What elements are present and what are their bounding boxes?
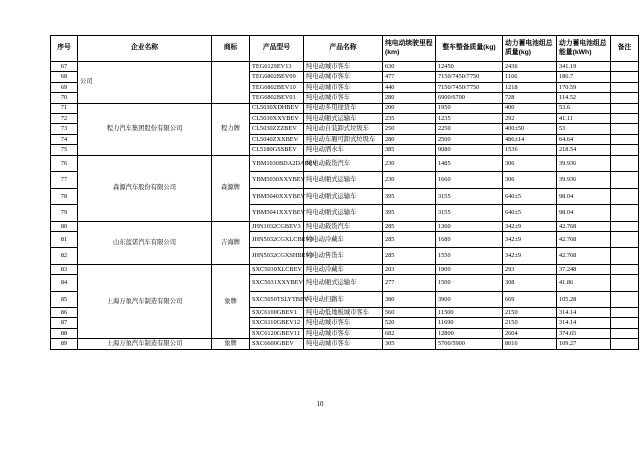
cell-product-name: 纯电动冷藏车 [304, 264, 383, 274]
cell-mass: 2250 [436, 124, 503, 134]
cell-battery-energy: 109.27 [557, 339, 611, 349]
cell-brand [212, 62, 250, 104]
cell-seq: 77 [51, 172, 78, 188]
cell-product-name: 纯电动车厢可卸式垃圾车 [304, 134, 383, 144]
cell-range: 285 [383, 221, 436, 231]
page-number: 10 [316, 400, 324, 408]
cell-mass: 3155 [436, 188, 503, 205]
cell-seq: 73 [51, 124, 78, 134]
cell-range: 203 [383, 264, 436, 274]
cell-note [611, 328, 639, 338]
cell-model: SXC6100GBEV1 [250, 308, 304, 318]
cell-battery-mass: 1218 [503, 82, 557, 92]
cell-company: 程力汽车集团股份有限公司 [78, 103, 212, 155]
cell-product-name: 纯电动载货汽车 [304, 221, 383, 231]
cell-battery-energy: 341.19 [557, 62, 611, 72]
cell-model: CL5030XDHBEV [250, 103, 304, 113]
cell-range: 440 [383, 82, 436, 92]
cell-product-name: 纯电动城市客车 [304, 82, 383, 92]
cell-model: SXC5031XXYBEV [250, 275, 304, 291]
cell-product-name: 纯电动城市客车 [304, 72, 383, 82]
cell-company: 上海万象汽车制造有限公司 [78, 339, 212, 349]
cell-battery-mass: 2150 [503, 318, 557, 328]
cell-range: 200 [383, 103, 436, 113]
header-range: 纯电动续驶里程(km) [383, 36, 436, 62]
header-company: 企业名称 [78, 36, 212, 62]
header-name: 产品名称 [304, 36, 383, 62]
cell-battery-energy: 53 [557, 124, 611, 134]
cell-battery-energy: 105.28 [557, 291, 611, 307]
cell-model: SXC5030XLCBEV [250, 264, 304, 274]
cell-battery-mass: 669 [503, 291, 557, 307]
cell-company: 森源汽车股份有限公司 [78, 155, 212, 221]
cell-product-name: 纯电动城市客车 [304, 93, 383, 103]
cell-battery-mass: 400 [503, 103, 557, 113]
header-model: 产品型号 [250, 36, 304, 62]
cell-battery-mass: 308 [503, 275, 557, 291]
cell-seq: 70 [51, 93, 78, 103]
cell-battery-mass: 640±5 [503, 205, 557, 222]
table-header [51, 36, 639, 62]
cell-mass: 7150/7450/7750 [436, 72, 503, 82]
cell-battery-energy: 186.7 [557, 72, 611, 82]
table-body [51, 62, 639, 350]
cell-range: 630 [383, 62, 436, 72]
cell-mass: 3155 [436, 205, 503, 222]
cell-seq: 69 [51, 82, 78, 92]
cell-product-name: 纯电动低地板城市客车 [304, 308, 383, 318]
cell-range: 285 [383, 248, 436, 264]
cell-seq: 72 [51, 113, 78, 123]
cell-product-name: 纯电动城市客车 [304, 328, 383, 338]
cell-product-name: 纯电动厢式运输车 [304, 188, 383, 205]
cell-battery-energy: 314.14 [557, 318, 611, 328]
cell-model: YBM5030XXYBEV [250, 172, 304, 188]
cell-note [611, 103, 639, 113]
cell-model: JHN5032CGXSHBEV3 [250, 248, 304, 264]
table-row [51, 155, 639, 172]
cell-model: TEG6802BEV09 [250, 72, 304, 82]
cell-mass: 1500 [436, 275, 503, 291]
cell-seq: 83 [51, 264, 78, 274]
cell-range: 520 [383, 318, 436, 328]
cell-mass: 3900 [436, 291, 503, 307]
cell-range: 395 [383, 205, 436, 222]
cell-battery-energy: 42.768 [557, 248, 611, 264]
cell-product-name: 纯电动扫路车 [304, 291, 383, 307]
cell-mass: 12800 [436, 328, 503, 338]
cell-seq: 81 [51, 232, 78, 248]
cell-battery-energy: 374.65 [557, 328, 611, 338]
cell-range: 395 [383, 188, 436, 205]
cell-battery-mass: 342±9 [503, 232, 557, 248]
cell-range: 230 [383, 155, 436, 172]
cell-battery-energy: 114.52 [557, 93, 611, 103]
cell-mass: 11690 [436, 318, 503, 328]
cell-battery-energy: 218.54 [557, 145, 611, 155]
cell-model: TEG6129EV13 [250, 62, 304, 72]
cell-mass: 1235 [436, 113, 503, 123]
cell-note [611, 72, 639, 82]
cell-seq: 67 [51, 62, 78, 72]
cell-seq: 88 [51, 328, 78, 338]
cell-mass: 11500 [436, 308, 503, 318]
cell-battery-energy: 37.248 [557, 264, 611, 274]
cell-note [611, 82, 639, 92]
cell-note [611, 172, 639, 188]
cell-brand: 吉海牌 [212, 221, 250, 264]
cell-product-name: 纯电动厢式运输车 [304, 113, 383, 123]
cell-brand: 象牌 [212, 339, 250, 349]
cell-range: 235 [383, 113, 436, 123]
cell-model: CL5030XXYBEV [250, 113, 304, 123]
cell-battery-mass: 293 [503, 264, 557, 274]
cell-seq: 89 [51, 339, 78, 349]
cell-battery-mass: 1536 [503, 145, 557, 155]
cell-product-name: 纯电动多用途货车 [304, 103, 383, 113]
cell-battery-energy: 314.14 [557, 308, 611, 318]
cell-mass: 7150/7450/7750 [436, 82, 503, 92]
cell-model: YBM1030BDA2DABEV [250, 155, 304, 172]
cell-mass: 1950 [436, 103, 503, 113]
cell-battery-mass: 306 [503, 172, 557, 188]
cell-model: YBM5041XXYBEV [250, 205, 304, 222]
cell-range: 682 [383, 328, 436, 338]
cell-note [611, 155, 639, 172]
cell-battery-energy: 64.64 [557, 134, 611, 144]
cell-seq: 87 [51, 318, 78, 328]
cell-product-name: 纯电动厢式运输车 [304, 172, 383, 188]
cell-note [611, 232, 639, 248]
cell-battery-energy: 41.11 [557, 113, 611, 123]
cell-note [611, 318, 639, 328]
cell-battery-mass: 728 [503, 93, 557, 103]
cell-battery-mass: 400±50 [503, 124, 557, 134]
header-seq: 序号 [51, 36, 78, 62]
cell-mass: 2500 [436, 134, 503, 144]
header-battery-energy: 动力蓄电池组总能量(kWh) [557, 36, 611, 62]
cell-model: JHN1032CGBEV3 [250, 221, 304, 231]
cell-model: JHN5032CGXLCBEV3 [250, 232, 304, 248]
cell-seq: 82 [51, 248, 78, 264]
cell-note [611, 291, 639, 307]
cell-brand: 森源牌 [212, 155, 250, 221]
cell-model: CL5030ZZZBEV [250, 124, 304, 134]
cell-battery-mass: 2150 [503, 308, 557, 318]
cell-seq: 68 [51, 72, 78, 82]
cell-seq: 79 [51, 205, 78, 222]
cell-mass: 1680 [436, 232, 503, 248]
cell-note [611, 62, 639, 72]
cell-battery-mass: 1166 [503, 72, 557, 82]
header-battery-mass: 动力蓄电池组总质量(kg) [503, 36, 557, 62]
cell-mass: 1900 [436, 264, 503, 274]
cell-battery-energy: 39.936 [557, 155, 611, 172]
cell-battery-mass: 342±9 [503, 221, 557, 231]
table-row [51, 103, 639, 113]
cell-brand: 程力牌 [212, 103, 250, 155]
cell-mass: 1485 [436, 155, 503, 172]
cell-product-name: 纯电动售货车 [304, 248, 383, 264]
cell-seq: 85 [51, 291, 78, 307]
cell-battery-mass: 342±9 [503, 248, 557, 264]
cell-product-name: 纯电动城市客车 [304, 339, 383, 349]
cell-note [611, 134, 639, 144]
cell-seq: 84 [51, 275, 78, 291]
cell-range: 560 [383, 308, 436, 318]
cell-product-name: 纯电动自装卸式垃圾车 [304, 124, 383, 134]
cell-mass: 1360 [436, 221, 503, 231]
cell-mass: 1660 [436, 172, 503, 188]
cell-seq: 74 [51, 134, 78, 144]
cell-model: SXC6120GBEV11 [250, 328, 304, 338]
table-row [51, 264, 639, 274]
cell-model: CL5040ZXXBEV [250, 134, 304, 144]
cell-product-name: 纯电动厢式运输车 [304, 275, 383, 291]
cell-battery-energy: 98.04 [557, 205, 611, 222]
cell-company: 上海万象汽车制造有限公司 [78, 264, 212, 338]
cell-product-name: 纯电动冷藏车 [304, 232, 383, 248]
cell-battery-energy: 42.768 [557, 232, 611, 248]
cell-company: 山东蓝诺汽车有限公司 [78, 221, 212, 264]
cell-range: 277 [383, 275, 436, 291]
cell-company: 公司 [78, 62, 212, 104]
cell-battery-mass: 2604 [503, 328, 557, 338]
cell-range: 250 [383, 124, 436, 134]
cell-product-name: 纯电动载货汽车 [304, 155, 383, 172]
cell-battery-mass: 640±5 [503, 188, 557, 205]
cell-range: 477 [383, 72, 436, 82]
cell-note [611, 339, 639, 349]
cell-range: 285 [383, 232, 436, 248]
cell-seq: 80 [51, 221, 78, 231]
cell-model: SXC6600GBEV [250, 339, 304, 349]
cell-mass: 9080 [436, 145, 503, 155]
cell-mass: 12450 [436, 62, 503, 72]
cell-battery-energy: 41.86 [557, 275, 611, 291]
cell-seq: 86 [51, 308, 78, 318]
cell-note [611, 113, 639, 123]
header-note: 备注 [611, 36, 639, 62]
cell-mass: 5700/5900 [436, 339, 503, 349]
cell-model: YBM5040XXYBEV [250, 188, 304, 205]
cell-battery-energy: 170.59 [557, 82, 611, 92]
cell-product-name: 纯电动城市客车 [304, 62, 383, 72]
vehicle-catalog-table [50, 35, 639, 350]
cell-battery-mass: 292 [503, 113, 557, 123]
cell-battery-energy: 53.6 [557, 103, 611, 113]
cell-note [611, 145, 639, 155]
cell-note [611, 221, 639, 231]
cell-mass: 6900/6700 [436, 93, 503, 103]
cell-battery-mass: 486±14 [503, 134, 557, 144]
cell-mass: 1550 [436, 248, 503, 264]
cell-seq: 76 [51, 155, 78, 172]
cell-note [611, 93, 639, 103]
table-row [51, 221, 639, 231]
cell-seq: 75 [51, 145, 78, 155]
cell-brand: 象牌 [212, 264, 250, 338]
cell-product-name: 纯电动城市客车 [304, 318, 383, 328]
cell-note [611, 275, 639, 291]
table-row [51, 339, 639, 349]
cell-note [611, 264, 639, 274]
cell-note [611, 248, 639, 264]
cell-range: 380 [383, 291, 436, 307]
cell-note [611, 124, 639, 134]
cell-battery-energy: 42.768 [557, 221, 611, 231]
cell-product-name: 纯电动洒水车 [304, 145, 383, 155]
cell-seq: 78 [51, 188, 78, 205]
cell-seq: 71 [51, 103, 78, 113]
cell-note [611, 205, 639, 222]
cell-note [611, 308, 639, 318]
cell-battery-mass: 2436 [503, 62, 557, 72]
cell-battery-energy: 98.04 [557, 188, 611, 205]
cell-model: SXC5050TSLYTBEV [250, 291, 304, 307]
cell-range: 230 [383, 172, 436, 188]
cell-battery-mass: 8016 [503, 339, 557, 349]
header-brand: 商标 [212, 36, 250, 62]
table-row [51, 62, 639, 72]
cell-battery-energy: 39.936 [557, 172, 611, 188]
cell-model: SXC6110GBEV12 [250, 318, 304, 328]
cell-battery-mass: 306 [503, 155, 557, 172]
cell-range: 280 [383, 93, 436, 103]
header-mass: 整车整备质量(kg) [436, 36, 503, 62]
cell-note [611, 188, 639, 205]
cell-range: 280 [383, 134, 436, 144]
cell-product-name: 纯电动厢式运输车 [304, 205, 383, 222]
cell-range: 305 [383, 339, 436, 349]
cell-model: TEG6802BEV01 [250, 93, 304, 103]
cell-model: TEG6802BEV10 [250, 82, 304, 92]
cell-model: CL5180GSSBEV [250, 145, 304, 155]
cell-range: 385 [383, 145, 436, 155]
